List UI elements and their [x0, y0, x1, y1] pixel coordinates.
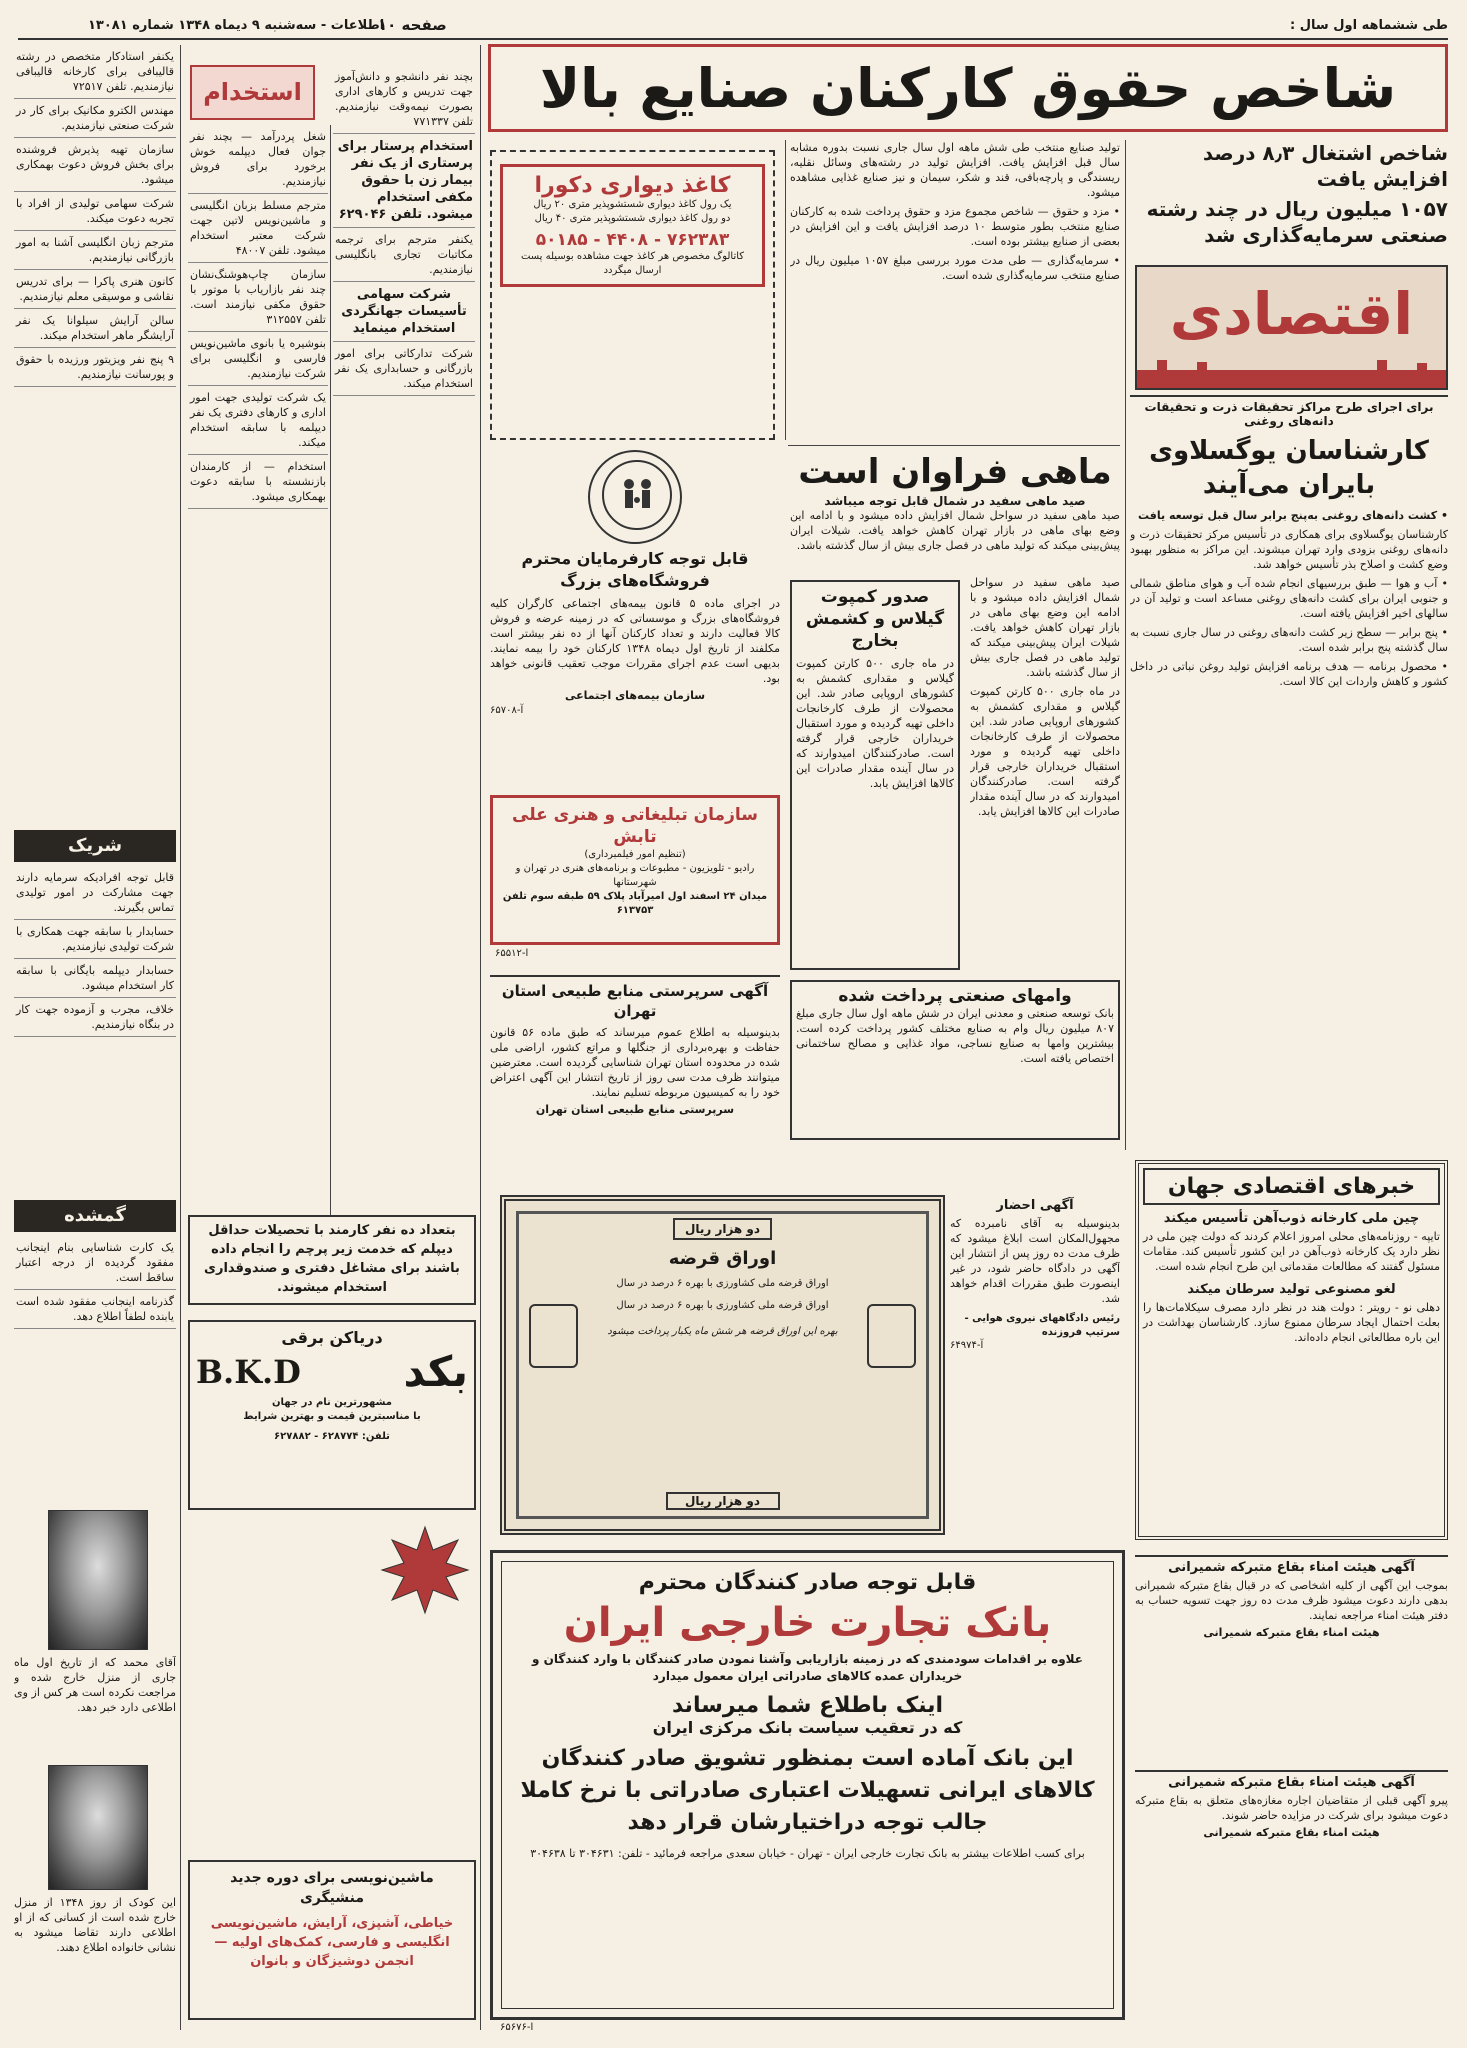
bank-line: این بانک آماده است بمنظور تشویق صادر کنندگان کالاهای ایرانی تسهیلات اعتباری صادراتی با نرخ کاملا جالب توجه دراختیارشان قرار دهد: [520, 1746, 1095, 1835]
natural-resources-notice: [490, 975, 780, 1190]
classified-ad: یکنفر استادکار متخصص در رشته قالیبافی برای کارخانه قالیبافی نیازمندیم. تلفن ۷۲۵۱۷: [14, 45, 176, 99]
article-paragraph: • پنج برابر — سطح زیر کشت دانه‌های روغنی در سال جاری نسبت به سال گذشته پنج برابر شده است.: [1130, 626, 1448, 654]
classified-ad: حسابدار دیپلمه بایگانی با سابقه کار استخدام میشود.: [14, 959, 176, 998]
employment-header: [190, 65, 315, 120]
nr-body: بدینوسیله به اطلاع عموم میرساند که طبق ماده ۵۶ قانون حفاظت و بهره‌برداری از جنگلها و مراتع کشور، اراضی ملی شده در محدوده استان تهران شناسایی گردیده است. معترضین میتوانند ظرف مدت سی روز از تاریخ انتشار این آگهی اعتراض خود را به کمیسیون مربوطه تسلیم نمایند.: [490, 1026, 780, 1099]
notice-sign: هیئت امناء بقاع متبرکه شمیرانی: [1203, 1826, 1380, 1839]
compote-title: صدور کمپوت گیلاس و کشمش بخارج: [805, 587, 945, 651]
article-paragraph: کارشناسان یوگسلاوی برای همکاری در تأسیس مرکز تحقیقات ذرت و دانه‌های روغنی بزودی وارد تهران میشوند. این مراکز به منظور بهبود وضع کشت و اصلاح بذر تأسیس خواهد شد.: [1130, 528, 1448, 571]
starburst-icon: [380, 1525, 470, 1615]
article-paragraph: • محصول برنامه — هدف برنامه افزایش تولید روغن نباتی در داخل کشور و کاهش واردات این کالا است.: [1130, 660, 1448, 688]
column-rule: [785, 140, 786, 440]
econ-world-box: [1135, 1160, 1448, 1540]
insurance-sign: سازمان بیمه‌های اجتماعی: [564, 689, 706, 702]
classified-ad: بچند نفر دانشجو و دانش‌آموز جهت تدریس و کارهای اداری بصورت نیمه‌وقت نیازمندیم. تلفن ۷۷۱۳۳۷: [333, 65, 475, 134]
classified-ad: یکنفر مترجم برای ترجمه مکاتبات تجاری بانگلیسی نیازمندیم.: [333, 228, 475, 282]
bond-line: بهره این اوراق قرضه هر شش ماه یکبار پرداخت میشود: [607, 1326, 838, 1337]
classified-ad: سازمان چاپ‌هوشنگ‌نشان چند نفر بازاریاب با موتور با حقوق مکفی نیازمند است. تلفن ۳۱۲۵۵۷: [188, 263, 328, 332]
employment-title: استخدام: [203, 78, 302, 106]
summons-notice: [950, 1195, 1120, 1540]
classified-ad: سازمان تهیه پذیرش فروشنده برای بخش فروش دعوت بهمکاری میشود.: [14, 138, 176, 192]
loans-title: وامهای صنعتی پرداخت شده: [838, 986, 1072, 1006]
lost-title: گمشده: [64, 1205, 126, 1226]
yugoslav-article: [1130, 395, 1448, 1055]
sharik-title: شریک: [67, 835, 123, 856]
dryclean-line: مشهورترین نام در جهان: [272, 1397, 392, 1408]
employment-notice: [188, 1215, 476, 1305]
classified-ad: کانون هنری پاکرا — برای تدریس نقاشی و موسیقی معلم نیازمندیم.: [14, 270, 176, 309]
insurance-code: آ-۶۵۷۰۸: [490, 705, 524, 716]
bank-line: اینک باطلاع شما میرساند: [671, 1693, 944, 1718]
bank-code: آ-۶۵۶۷۶: [500, 2022, 534, 2033]
notice-body: پیرو آگهی قبلی از متقاضیان اجاره مغازه‌های متعلق به بقاع متبرکه دعوت میشود برای شرکت در مزایده حاضر شوند.: [1135, 1794, 1448, 1822]
loans-article: [790, 980, 1120, 1140]
classified-ad: قابل توجه افرادیکه سرمایه دارند جهت مشارکت در امور تولیدی تماس بگیرند.: [14, 866, 176, 920]
article-title: کارشناسان یوگسلاوی بایران می‌آیند: [1149, 436, 1429, 500]
classified-ad: حسابدار با سابقه جهت همکاری با شرکت تولیدی نیازمندیم.: [14, 920, 176, 959]
subheadline: [1130, 140, 1448, 255]
dryclean-title: دریاکن برقی: [281, 1328, 383, 1347]
article-paragraph: • کشت دانه‌های روغنی به‌پنج برابر سال قبل توسعه یافت: [1138, 509, 1448, 522]
classified-ad: مترجم مسلط بزبان انگلیسی و ماشین‌نویس لاتین جهت شرکت معتبر استخدام میشود. تلفن ۴۸۰۰۷: [188, 194, 328, 263]
classified-ad: گذرنامه اینجانب مفقود شده است یابنده لطفاً اطلاع دهد.: [14, 1290, 176, 1329]
masthead-right: طی ششماهه اول سال :: [1290, 18, 1448, 33]
section-badge-label: اقتصادی: [1169, 280, 1414, 348]
ad-agency-box: [490, 795, 780, 945]
shemirani-notice-2: [1135, 1770, 1448, 2020]
article-kicker: برای اجرای طرح مراکز تحقیقات ذرت و تحقیقات دانه‌های روغنی: [1130, 395, 1448, 428]
insurance-notice: [490, 450, 780, 785]
notice-title: آگهی هیئت امناء بقاع متبرکه شمیرانی: [1168, 1560, 1415, 1575]
econ-item-title: چین ملی کارخانه ذوب‌آهن تأسیس میکند: [1163, 1211, 1420, 1226]
column-rule: [180, 45, 181, 2030]
classified-ad-title: شرکت سهامی تأسیسات جهانگردی استخدام مینماید: [341, 287, 467, 336]
subheadline-1: شاخص اشتغال ۸٫۳ درصد افزایش یافت: [1202, 141, 1448, 191]
classified-ad: [333, 134, 475, 228]
agency-code: آ-۶۵۵۱۲: [495, 948, 529, 959]
headline-box: [488, 44, 1448, 132]
bond-seal-right: [867, 1304, 916, 1368]
agency-title: سازمان تبلیغاتی و هنری علی تابش: [512, 805, 758, 847]
fish-kicker: صید ماهی سفید در شمال قابل توجه میباشد: [824, 494, 1086, 508]
wallpaper-line: یک رول کاغذ دیواری شستشوپذیر متری ۲۰ ریال: [533, 199, 732, 210]
insurance-logo: [588, 450, 682, 544]
dryclean-brand-latin: B.K.D: [196, 1352, 301, 1391]
decorative-badge: [380, 1525, 470, 1615]
classified-ad: شغل پردرآمد — بچند نفر جوان فعال دیپلمه خوش برخورد برای فروش نیازمندیم.: [188, 125, 328, 194]
classified-ad: ۹ پنج نفر ویزیتور ورزیده با حقوق و پورسانت نیازمندیم.: [14, 348, 176, 387]
dryclean-phone: تلفن: ۶۲۸۷۷۴ - ۶۲۷۸۸۲: [274, 1431, 390, 1442]
wallpaper-line: دو رول کاغذ دیواری شستشوپذیر متری ۴۰ ریال: [534, 213, 731, 224]
wallpaper-phone: ۷۶۲۳۸۳ - ۴۴۰۸ - ۵۰۱۸۵: [535, 230, 730, 250]
econ-world-title: خبرهای اقتصادی جهان: [1143, 1168, 1440, 1205]
column-rule: [1125, 140, 1126, 1150]
photo-caption: آقای محمد که از تاریخ اول ماه جاری از منزل خارج شده و مراجعت نکرده است هر کس از وی اطلاعی دارد خبر دهد.: [14, 1656, 176, 1714]
fish-title: ماهی فراوان است: [798, 452, 1112, 492]
summons-title: آگهی احضار: [996, 1198, 1074, 1213]
fish-body: صید ماهی سفید در سواحل شمال افزایش داده میشود و با ادامه این وضع بهای ماهی در بازار تهران کاهش خواهد یافت. شیلات ایران پیش‌بینی میکند که تولید ماهی در فصل جاری بیش از سال گذشته باشد.: [790, 509, 1120, 552]
lost-col: [14, 1236, 176, 1506]
bank-footer: برای کسب اطلاعات بیشتر به بانک تجارت خارجی ایران - تهران - خیابان سعدی مراجعه فرمائید - تلفن: ۳۰۴۶۳۱ تا ۳۰۴۶۳۸: [530, 1847, 1085, 1860]
school-body: خیاطی، آشپزی، آرایش، ماشین‌نویسی انگلیسی و فارسی، کمک‌های اولیه — انجمن دوشیزگان و بانوان: [210, 1916, 454, 1969]
wallpaper-ad: [490, 150, 775, 440]
bond-line: اوراق قرضه ملی کشاورزی با بهره ۶ درصد در سال: [616, 1300, 829, 1311]
nr-sign: سرپرستی منابع طبیعی استان تهران: [535, 1103, 735, 1116]
sharik-header: [14, 830, 176, 862]
classified-ad: شرکت تدارکاتی برای امور بازرگانی و حسابداری یک نفر استخدام میکند.: [333, 342, 475, 396]
photo-caption: این کودک از روز ۱۳۴۸ از منزل خارج شده است از کسانی که از او اطلاعی دارند تقاضا میشود به نشانی خانواده اطلاع دهند.: [14, 1896, 176, 1954]
employment-col-right: [188, 125, 328, 1205]
summons-body: بدینوسیله به آقای نامبرده که مجهول‌المکان است ابلاغ میشود که ظرف مدت ده روز پس از انتشار این آگهی در دادگاه حاضر شود، در غیر اینصورت طبق مقررات اقدام خواهد شد.: [950, 1217, 1120, 1305]
masthead: [18, 14, 1448, 40]
fish-continued: [970, 575, 1120, 970]
fish-article: [790, 450, 1120, 565]
factory-icon: [1137, 360, 1446, 388]
missing-person-photo: [48, 1510, 148, 1650]
classified-ad: سالن آرایش سیلوانا یک نفر آرایشگر ماهر استخدام میکند.: [14, 309, 176, 348]
section-badge: [1135, 265, 1448, 390]
agency-sub: (تنظیم امور فیلمبرداری): [584, 849, 686, 860]
classified-ad: خلاف، مجرب و آزموده جهت کار در بنگاه نیازمندیم.: [14, 998, 176, 1037]
agency-lines: رادیو - تلویزیون - مطبوعات و برنامه‌های هنری در تهران و شهرستانها: [515, 863, 755, 888]
classified-ad: مترجم زبان انگلیسی آشنا به امور بازرگانی نیازمندیم.: [14, 231, 176, 270]
bank-line: علاوه بر اقدامات سودمندی که در زمینه بازاریابی وآشنا نمودن صادر کنندگان با وارد کنندگان و خریداران عمده کالاهای صادراتی ایران معمول میدارد: [532, 1652, 1083, 1683]
lead-paragraph: • مزد و حقوق — شاخص مجموع مزد و حقوق پرداخت شده به کارکنان صنایع منتخب بطور متوسط ۱۰ درصد افزایش یافت و این افزایش در بعضی از صنایع بیشتر بوده است.: [790, 205, 1120, 248]
sharik-col: [14, 866, 176, 1196]
agency-address: میدان ۲۴ اسفند اول امیرآباد پلاک ۵۹ طبقه سوم تلفن ۶۱۳۷۵۳: [502, 891, 768, 916]
classified-ad-title: استخدام پرستار برای پرستاری از یک نفر بیمار زن با حقوق مکفی استخدام میشود. تلفن ۶۲۹۰۴۶: [337, 139, 473, 222]
dryclean-ad: [188, 1320, 476, 1510]
bond-seal-left: [529, 1304, 578, 1368]
insurance-title: قابل توجه کارفرمایان محترم فروشگاه‌های بزرگ: [521, 549, 749, 590]
nr-title: آگهی سرپرستی منابع طبیعی استان تهران: [501, 982, 769, 1020]
school-ad: [188, 1860, 476, 2020]
article-paragraph: در ماه جاری ۵۰۰ کارتن کمپوت گیلاس و مقداری کشمش به کشورهای اروپایی صادر شد. این محصولات از طرف کارخانجات داخلی تهیه گردیده و مورد استقبال خریداران خارجی قرار گرفته است. صادرکنندگان امیدوارند که در سال آینده مقدار صادرات این کالاها افزایش یابد.: [970, 685, 1120, 818]
page-number: صفحه ۱۰: [378, 16, 447, 34]
classified-ad: یک کارت شناسایی بنام اینجانب مفقود گردیده از درجه اعتبار ساقط است.: [14, 1236, 176, 1290]
classified-ad: بنوشیره یا بانوی ماشین‌نویس فارسی و انگلیسی برای شرکت نیازمندیم.: [188, 332, 328, 386]
notice-title: آگهی هیئت امناء بقاع متبرکه شمیرانی: [1168, 1775, 1415, 1790]
subheadline-2: ۱۰۵۷ میلیون ریال در چند رشته صنعتی سرمایه‌گذاری شد: [1146, 197, 1448, 247]
classified-ad: یک شرکت تولیدی جهت امور اداری و کارهای دفتری یک نفر دیپلمه با سابقه استخدام میکند.: [188, 386, 328, 455]
dryclean-brand: بکد: [403, 1347, 468, 1396]
econ-item-title: لغو مصنوعی تولید سرطان میکند: [1187, 1282, 1396, 1297]
bank-ad: [490, 1550, 1125, 2020]
school-title: ماشین‌نویسی برای دوره جدید منشیگری: [230, 1870, 434, 1906]
masthead-left: اطلاعات - سه‌شنبه ۹ دیماه ۱۳۴۸ شماره ۱۳۰۸۱: [88, 18, 385, 33]
column-rule: [480, 45, 481, 2030]
family-emblem-icon: [594, 452, 680, 538]
bond-line: اوراق قرضه ملی کشاورزی با بهره ۶ درصد در سال: [616, 1278, 829, 1289]
notice-sign: هیئت امناء بقاع متبرکه شمیرانی: [1203, 1626, 1380, 1639]
bank-kicker: قابل توجه صادر کنندگان محترم: [638, 1570, 977, 1595]
missing-child-photo: [48, 1765, 148, 1890]
classified-ad: استخدام — از کارمندان بازنشسته با سابقه دعوت بهمکاری میشود.: [188, 455, 328, 509]
bond-heading: اوراق قرضه: [668, 1248, 777, 1269]
lead-paragraph: • سرمایه‌گذاری — طی مدت مورد بررسی مبلغ ۱۰۵۷ میلیون ریال در صنایع منتخب سرمایه‌گذاری شده است.: [790, 254, 1120, 282]
bank-line: که در تعقیب سیاست بانک مرکزی ایران: [652, 1718, 963, 1737]
headline: شاخص حقوق کارکنان صنایع بالا: [539, 57, 1397, 120]
bond-top-label: دو هزار ریال: [673, 1218, 772, 1240]
employment-col-left: [333, 65, 475, 1205]
compote-article: [790, 580, 960, 970]
econ-item-body: تایپه - روزنامه‌های محلی امروز اعلام کردند که دولت چین ملی در نظر دارد یک کارخانه ذوب‌آهن در این کشور تأسیس کند. مقامات مسئول گفتند که مطالعات مقدماتی این طرح انجام شده است.: [1143, 1230, 1440, 1273]
classifieds-col: [14, 45, 176, 825]
article-paragraph: • آب و هوا — طبق بررسیهای انجام شده آب و هوای مناطق شمالی و جنوبی ایران برای کشت دانه‌های روغنی مساعد است و تولید آن در سالهای اخیر افزایش یافته است.: [1130, 577, 1448, 620]
classified-ad: مهندس الکترو مکانیک برای کار در شرکت صنعتی نیازمندیم.: [14, 99, 176, 138]
shemirani-notice: [1135, 1555, 1448, 1755]
bond-certificate: [500, 1195, 945, 1535]
econ-item-body: دهلی نو - رویتر : دولت هند در نظر دارد مصرف سیکلامات‌ها را بعلت احتمال ایجاد سرطان ممنوع سازد. کارشناسان بهداشت در این باره مطالعاتی انجام داده‌اند.: [1143, 1301, 1440, 1344]
bond-bottom-label: دو هزار ریال: [666, 1492, 780, 1510]
classified-ad: [333, 282, 475, 342]
compote-body: در ماه جاری ۵۰۰ کارتن کمپوت گیلاس و مقداری کشمش به کشورهای اروپایی صادر شد. این محصولات از طرف کارخانجات داخلی تهیه گردیده و مورد استقبال خریداران خارجی قرار گرفته است. صادرکنندگان امیدوارند که در سال آینده مقدار صادرات این کالاها افزایش یابد.: [796, 657, 954, 790]
article-paragraph: صید ماهی سفید در سواحل شمال افزایش داده میشود و با ادامه این وضع بهای ماهی در بازار تهران کاهش خواهد یافت. شیلات ایران پیش‌بینی میکند که تولید ماهی در فصل جاری بیش از سال گذشته باشد.: [970, 576, 1120, 679]
notice-body: بموجب این آگهی از کلیه اشخاصی که در قبال بقاع متبرکه شمیرانی بدهی دارند دعوت میشود ظرف مدت ده روز جهت تسویه حساب به دفتر هیئت امناء مراجعه نمایند.: [1135, 1579, 1448, 1622]
divider: [788, 445, 1120, 446]
employment-notice-text: بتعداد ده نفر کارمند با تحصیلات حداقل دیپلم که خدمت زیر پرچم را انجام داده باشند برای مشاغل دفتری و صندوقداری استخدام میشوند.: [204, 1223, 460, 1295]
wallpaper-footer: کاتالوگ مخصوص هر کاغذ جهت مشاهده بوسیله پست ارسال میگردد: [520, 251, 745, 276]
lead-paragraph: تولید صنایع منتخب طی شش ماهه اول سال جاری نسبت بدوره مشابه سال قبل افزایش یافت. افزایش تولید در رشته‌های وسائل نقلیه، ریسندگی و پارچه‌بافی، قند و شکر، سیمان و نیز صنایع غذایی مشاهده میشود.: [790, 141, 1120, 199]
loans-body: بانک توسعه صنعتی و معدنی ایران در شش ماهه اول سال جاری مبلغ ۸۰۷ میلیون ریال وام به صنایع مختلف کشور پرداخت کرده است. بیشترین وامها به صنایع نساجی، مواد غذایی و مصالح ساختمانی اختصاص یافته است.: [796, 1007, 1114, 1065]
classified-ad: شرکت سهامی تولیدی از افراد با تجربه دعوت میکند.: [14, 192, 176, 231]
lost-header: [14, 1200, 176, 1232]
bank-title: بانک تجارت خارجی ایران: [563, 1600, 1052, 1646]
insurance-body: در اجرای ماده ۵ قانون بیمه‌های اجتماعی کارگران کلیه فروشگاه‌های بزرگ و موسساتی که در زمینه عرضه و فروش کالا فعالیت دارند و تعداد کارکنان آنها از ده نفر بیشتر است مکلفند از تاریخ اول دیماه ۱۳۴۸ کارکنان خود را بیمه نمایند. بدیهی است عدم اجرای مقررات موجب تعقیب قانونی خواهد بود.: [490, 597, 780, 685]
wallpaper-title: کاغذ دیواری دکورا: [534, 173, 731, 198]
column-rule: [330, 125, 331, 1215]
summons-code: آ-۶۴۹۷۴: [950, 1340, 984, 1351]
dryclean-line: با مناسبترین قیمت و بهترین شرایط: [243, 1411, 421, 1422]
summons-sign: رئیس دادگاههای نیروی هوایی - سرتیپ فروزنده: [964, 1313, 1120, 1338]
